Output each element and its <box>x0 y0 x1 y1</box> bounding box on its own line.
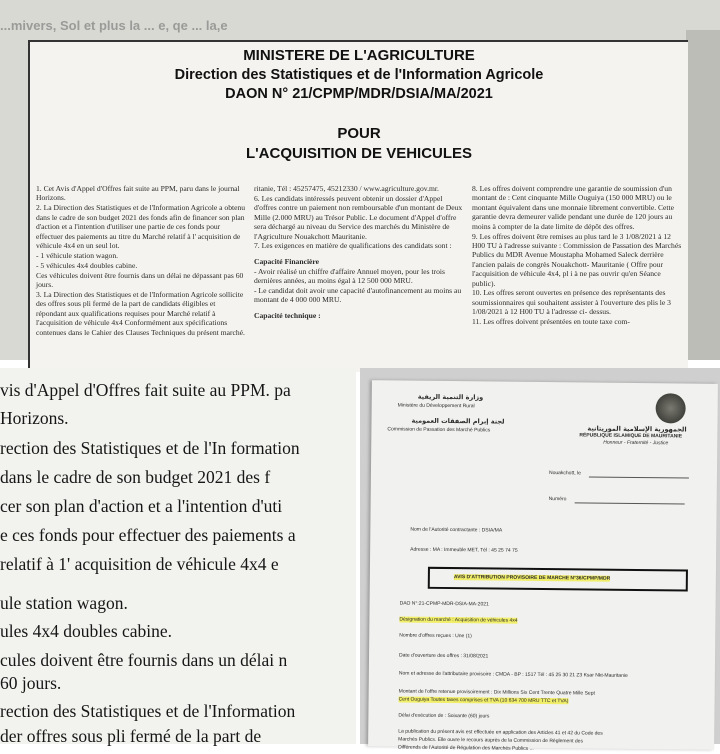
zoom-line: dans le cadre de son budget 2021 des f <box>0 467 271 487</box>
paragraph: Ces véhicules doivent être fournis dans un délai ne dépassant pas 60 jours. <box>36 270 244 290</box>
publication-line-3: Différends de l'Autorité de Régulation des Marchés Publics ... <box>398 744 534 752</box>
zoom-line: ule station wagon. <box>0 593 128 613</box>
zoom-line: Horizons. <box>0 408 69 428</box>
delay-line: Délai d'exécution de : Soixante (60) jours <box>398 712 490 720</box>
newspaper-clipping <box>0 0 720 360</box>
dao-line: DAO N°:21-CPMP-MDR-DSIA-MA-2021 <box>399 600 489 608</box>
zoom-line: ules 4x4 doubles cabine. <box>0 621 173 641</box>
column-2 <box>254 184 464 374</box>
zoom-line: cer son plan d'action et a l'intention d'uti <box>0 496 283 516</box>
zoom-line: rection des Statistiques et de l'Information <box>0 701 296 721</box>
paragraph: 11. Les offres doivent présentées en toute taxe com- <box>472 317 630 327</box>
heading-pour: POUR <box>337 125 381 142</box>
republic-name: RÉPUBLIQUE ISLAMIQUE DE MAURITANIE <box>579 432 683 440</box>
zoom-line: der offres sous pli fermé de la part de <box>0 726 262 746</box>
paragraph: - 5 véhicules 4x4 doubles cabine. <box>36 260 138 270</box>
zoom-line: e ces fonds pour effectuer des paiements a <box>0 525 296 545</box>
heading-daon: DAON N° 21/CPMP/MDR/DSIA/MA/2021 <box>225 86 493 102</box>
amount-line-2: Cent Ouguiya Toutes taxes comprises et TVA (10 634 700 MRU TTC et TVA) <box>398 696 569 705</box>
tender-notice <box>28 40 688 372</box>
commission-arabic: لجنة إبرام الصفقات العمومية <box>411 416 505 426</box>
heading-ministry: MINISTERE DE L'AGRICULTURE <box>243 47 475 64</box>
zoom-line: relatif à 1' acquisition de véhicule 4x4 e <box>0 554 279 574</box>
open-date-line: Date d'ouverture des offres : 31/08/2021 <box>399 652 489 660</box>
column-1 <box>36 184 246 374</box>
commission-name: Commission de Passation des Marché Publics <box>387 426 491 434</box>
heading-object: L'ACQUISITION DE VEHICULES <box>245 145 473 162</box>
paragraph: 9. Les offres doivent être remises au plus tard le 3 1/08/2021 à 12 H00 TU à l'adresse suivante : Commission de Passation des Marchés Publics du MDR Avenue Moustapha Mohamed Saleck derrière l'ancien palais de congrès Nouakchott- Mauritanie ( Offre pour l'acquisition de véhicule 4x4, pl i à ne pas ouvrir qu'en Séance public). <box>472 231 682 288</box>
zoom-line: 60 jours. <box>0 673 62 693</box>
bleed-through-text: ...mivers, Sol et plus la ... e, qe ... la,e <box>0 18 228 33</box>
paragraph: 8. Les offres doivent comprendre une garantie de soumission d'un montant de : Cent cinquante Mille Ouguiya (150 000 MRU) ou le montant équivalent dans une monnaie librement convertible. Cette garantie devra demeurer valide pendant une durée de 120 jours au moins à compter de la date limite de dépôt des offres. <box>472 184 675 231</box>
paragraph: - Le candidat doit avoir une capacité d'autofinancement au moins au montant de 4 000 000 MRU. <box>254 286 462 305</box>
heading-direction: Direction des Statistiques et de l'Information Agricole <box>174 67 544 83</box>
republic-arabic: الجمهورية الإسلامية الموريتانية <box>587 424 687 434</box>
date-fill-line <box>589 476 689 478</box>
paragraph: 3. La Direction des Statistiques et de l'Information Agricole sollicite des offres sous pli fermé de la part de candidats éligibles et répondant aux qualifications requises pour Marché relatif à l'acquisition de véhicule 4x4 Conformément aux spécifications contenues dans le Cahier des Clauses Techniques du présent marché. <box>36 289 245 337</box>
numero-label: Numéro <box>548 496 567 503</box>
notice-columns <box>36 184 682 374</box>
amount-line-1: Montant de l'offre retenue provisoirement : Dix Millions Six Cent Trente Quatre Mille Sept <box>398 688 595 697</box>
column-3 <box>472 184 682 374</box>
awardee-line: Nom et adresse de l'attributaire provisoire : CMDA - BP : 1517 Tél : 45 25 30 21 Z3 Ksar Nkt-Mauritanie <box>398 670 628 679</box>
zoom-line: vis d'Appel d'Offres fait suite au PPM. pa <box>0 380 291 400</box>
designation-line: Désignation du marché : Acquisition de véhicules 4x4 <box>399 616 518 624</box>
paragraph: 7. Les exigences en matière de qualifications des candidats sont : <box>254 241 452 251</box>
zoomed-text-panel <box>0 368 356 744</box>
paragraph: ritanie, Tél : 45257475, 45212330 / www.agriculture.gov.mr. <box>254 184 439 193</box>
motto: Honneur - Fraternité - Justice <box>603 439 669 447</box>
subheading: Capacité technique : <box>254 310 321 320</box>
avis-title-box <box>428 567 688 592</box>
authority-line: Nom de l'Autorité contractante : DSIA/MA <box>410 526 503 534</box>
publication-line-1: La publication du présent avis est effectuée en application des Articles 41 et 42 du Code des <box>398 728 603 737</box>
publication-line-2: Marchés Publics. Elle ouvre le recours auprès de la Commission de Règlement des <box>398 736 583 745</box>
page-edge <box>686 30 720 360</box>
ministry-name: Ministère du Développement Rural <box>397 402 475 410</box>
offers-count-line: Nombre d'offres reçues : Une (1) <box>399 632 472 640</box>
paragraph: 2. La Direction des Statistiques et de l'Information Agricole a obtenu dans le cadre de son budget 2021 des fonds afin de financer son plan d'action et a l'intention d'utiliser une partie de ces fonds pour effectuer des paiements au titre du Marché relatif à l' acquisition de véhicule 4x4 en un seul lot. <box>36 203 246 250</box>
avis-title: AVIS D'ATTRIBUTION PROVISOIRE DE MARCHE N°36/CPMP/MDR <box>453 574 611 582</box>
date-label: Nouakchott, le <box>548 470 581 477</box>
paragraph: 1. Cet Avis d'Appel d'Offres fait suite au PPM, paru dans le journal Horizons. <box>36 184 240 203</box>
subheading: Capacité Financière <box>254 256 320 266</box>
zoom-line: cules doivent être fournis dans un délai n <box>0 650 288 670</box>
award-notice-photo <box>360 368 720 752</box>
paragraph: 10. Les offres seront ouvertes en présence des représentants des soumissionnaires qui souhaitent assister à l'ouverture des plis le 3 1/08/2021 à 12 H00 TU à l'adresse ci- dessus. <box>472 288 671 317</box>
paragraph: - Avoir réalisé un chiffre d'affaire Annuel moyen, pour les trois dernières années, au moins égal à 12 500 000 MRU. <box>254 266 445 286</box>
zoom-line: rection des Statistiques et de l'In formation <box>0 438 300 458</box>
ministry-arabic: وزارة التنمية الريفية <box>417 392 484 402</box>
address-line: Adresse : MA : Immeuble MET, Tél : 45 25 74 75 <box>410 546 518 554</box>
numero-fill-line <box>575 502 685 504</box>
paragraph: - 1 véhicule station wagon. <box>36 250 119 260</box>
paragraph: 6. Les candidats intéressés peuvent obtenir un dossier d'Appel d'offres contre un paiement non remboursable d'un montant de Deux Mille (2.000 MRU) au Trésor Public. Le document d'Appel d'offre sera déchargé au niveau du Service des marchés du Ministère de l'Agriculture Nouakchott Mauritanie. <box>254 193 463 241</box>
state-seal-icon <box>655 393 685 423</box>
award-notice-sheet <box>368 380 718 750</box>
